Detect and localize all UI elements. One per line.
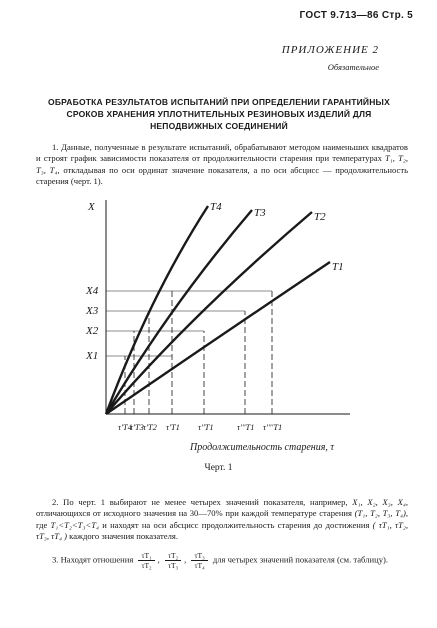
ratio-3: $\frac{\text{τT₃}}{\text{τT₄}}$ [191,551,207,570]
paragraph-3: 3. Находят отношения $\frac{\text{τT₁}}{\text{τT₂}}$ , $\frac{\text{τT₂}}{\text{τT₃}}$ , $\frac{\text{τT₃}}{\text{τT₄}}$ для четырех значений показателя (см. таблицу). [52,551,388,570]
y-tick-x4: X4 [86,285,99,297]
y-tick-x3: X3 [86,305,99,317]
curve-t1 [106,262,330,414]
x-tick-2: τ'T3 [130,422,144,432]
series-label-t1: T1 [332,261,344,273]
y-axis-label: X [88,201,95,213]
appendix-title: ПРИЛОЖЕНИЕ 2 [281,44,379,56]
curve-t3 [106,210,252,414]
page-header: ГОСТ 9.713—86 Стр. 5 [299,10,413,21]
x-tick-7: τ''''T1 [263,422,283,432]
ratio-1: $\frac{\text{τT₁}}{\text{τT₂}}$ [138,551,154,570]
aging-chart [80,196,360,462]
y-tick-x2: X2 [86,325,99,337]
y-tick-x1: X1 [86,350,99,362]
curve-t4 [106,206,208,414]
x-tick-6: τ'''T1 [237,422,255,432]
series-label-t2: T2 [314,211,326,223]
x-tick-5: τ''T1 [198,422,214,432]
section-title: ОБРАБОТКА РЕЗУЛЬТАТОВ ИСПЫТАНИЙ ПРИ ОПРЕДЕЛЕНИИ ГАРАНТИЙНЫХ СРОКОВ ХРАНЕНИЯ УПЛОТНИТЕЛЬНЫХ РЕЗИНОВЫХ ИЗДЕЛИЙ ДЛЯ НЕПОДВИЖНЫХ СОЕДИНЕНИЙ [48,97,390,131]
x-axis-label: Продолжительность старения, τ [190,442,334,453]
paragraph-1: 1. Данные, полученные в результате испытаний, обрабатывают методом наименьших квадратов и строят график зависимости показателя от продолжительности старения при температурах T₁, T₂, T₃, T₄, откладывая по оси ординат значение показателя, а по оси абсцисс — продолжительность старения (черт. 1). [36,142,408,187]
ratio-2: $\frac{\text{τT₂}}{\text{τT₃}}$ [165,551,181,570]
appendix-note: Обязательное [327,62,379,72]
curve-t2 [106,212,312,414]
x-tick-4: τ'T1 [166,422,180,432]
x-tick-1: τ'T4 [118,422,132,432]
series-label-t4: T4 [210,201,222,213]
series-label-t3: T3 [254,207,266,219]
figure-caption: Черт. 1 [204,463,233,473]
paragraph-2: 2. По черт. 1 выбирают не менее четырех значений показателя, например, X₁, X₂, X₃, X₄, отличающихся от исходного значения на 30—70% при каждой температуре старения (T₁, T₂, T₃, T₄), где T₁<T₂<T₃<T₄ и находят на оси абсцисс продолжительность старения до достижения ( τT₁, τT₂, τT₃, τT₄ ) каждого значения показателя. [36,497,408,542]
x-tick-3: τ'T2 [143,422,157,432]
